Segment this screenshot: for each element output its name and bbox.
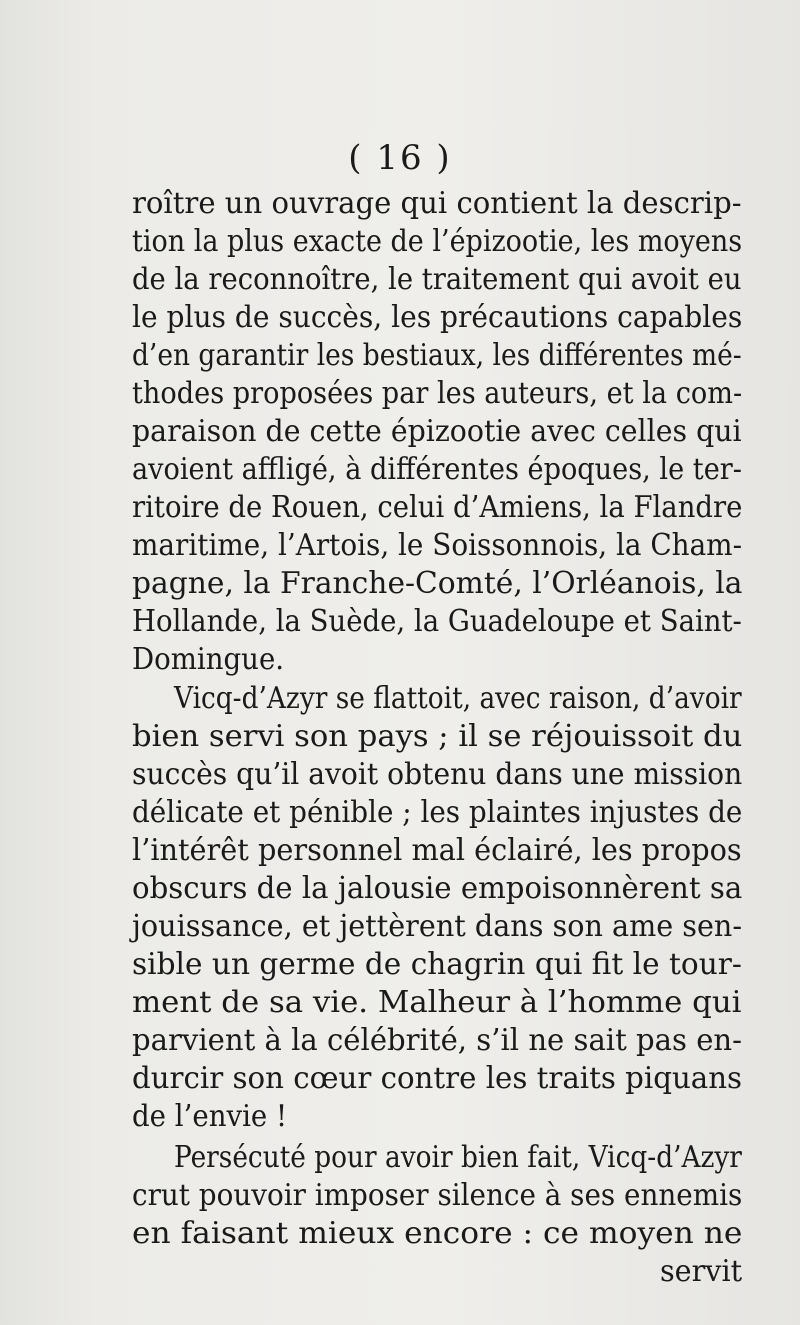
text-line: parvient à la célébrité, s’il ne sait pas en- xyxy=(132,1023,742,1058)
text-line: d’en garantir les bestiaux, les différentes mé- xyxy=(132,338,742,373)
text-line: paraison de cette épizootie avec celles qui xyxy=(132,414,742,449)
text-line: avoient affligé, à différentes époques, le ter- xyxy=(132,452,742,487)
text-line: bien servi son pays ; il se réjouissoit du xyxy=(132,719,743,754)
text-line: ritoire de Rouen, celui d’Amiens, la Flandre xyxy=(132,490,743,525)
catchword: servit xyxy=(660,1254,743,1289)
text-line: thodes proposées par les auteurs, et la com- xyxy=(132,376,743,411)
text-line: l’intérêt personnel mal éclairé, les propos xyxy=(132,833,742,868)
text-line: délicate et pénible ; les plaintes injustes de xyxy=(132,795,743,830)
text-line: maritime, l’Artois, le Soissonnois, la Cham- xyxy=(132,528,743,563)
text-line: jouissance, et jettèrent dans son ame sen- xyxy=(132,909,743,944)
text-line: sible un germe de chagrin qui fit le tour- xyxy=(132,947,742,982)
paragraph-first-line: Persécuté pour avoir bien fait, Vicq-d’Azyr xyxy=(174,1140,742,1175)
paragraph-last-line: de l’envie ! xyxy=(132,1099,288,1134)
text-line: durcir son cœur contre les traits piquans xyxy=(132,1061,743,1096)
text-line: en faisant mieux encore : ce moyen ne xyxy=(132,1216,743,1251)
text-line: roître un ouvrage qui contient la descrip- xyxy=(132,186,742,221)
text-line: le plus de succès, les précautions capables xyxy=(132,300,743,335)
text-line: succès qu’il avoit obtenu dans une mission xyxy=(132,757,743,792)
text-line: tion la plus exacte de l’épizootie, les moyens xyxy=(132,224,743,259)
text-line: ment de sa vie. Malheur à l’homme qui xyxy=(132,985,742,1020)
text-line: Hollande, la Suède, la Guadeloupe et Saint- xyxy=(132,604,742,639)
text-line: crut pouvoir imposer silence à ses ennemis xyxy=(132,1178,743,1213)
paragraph-last-line: Domingue. xyxy=(132,642,285,677)
text-line: pagne, la Franche-Comté, l’Orléanois, la xyxy=(132,566,743,601)
text-line: obscurs de la jalousie empoisonnèrent sa xyxy=(132,871,743,906)
page-number: ( 16 ) xyxy=(348,138,452,178)
text-line: de la reconnoître, le traitement qui avoit eu xyxy=(132,262,742,297)
paragraph-first-line: Vicq-d’Azyr se flattoit, avec raison, d’avoir xyxy=(174,681,742,716)
